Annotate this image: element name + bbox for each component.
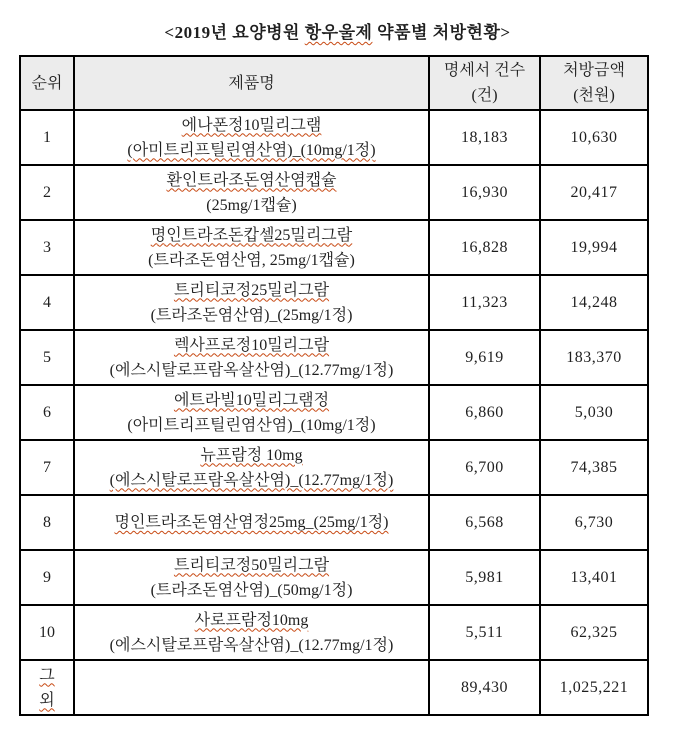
product-name-line: (25mg/1캡슐) (206, 196, 297, 214)
count-cell: 16,828 (429, 220, 540, 275)
product-name-cell (74, 330, 429, 385)
table-row (20, 110, 648, 165)
table-row (20, 385, 648, 440)
product-name-cell (74, 275, 429, 330)
product-name-cell (74, 550, 429, 605)
table-row (20, 605, 648, 660)
table-header (20, 56, 648, 110)
table-row (20, 440, 648, 495)
product-name-line: (트라조돈염산염)_(50mg/1정) (150, 581, 353, 599)
product-name-line: 명인트라조돈염산염정25mg_(25mg/1정) (114, 514, 389, 531)
product-name-line: (트라조돈염산염, 25mg/1캡슐) (148, 251, 355, 269)
rank-cell: 5 (20, 330, 74, 385)
count-cell: 89,430 (429, 660, 540, 715)
count-cell: 11,323 (429, 275, 540, 330)
table-row (20, 275, 648, 330)
header-prescription-amount-label: 처방금액 (563, 62, 625, 79)
header-statement-count-unit: (건) (471, 87, 498, 104)
product-name-line: 환인트라조돈염산염캡슐 (166, 171, 337, 189)
count-cell: 5,511 (429, 605, 540, 660)
header-prescription-amount-unit: (천원) (573, 87, 615, 104)
table-row (20, 220, 648, 275)
table-body (20, 110, 648, 715)
table-title: <2019년 요양병원 항우울제 약품별 처방현황> (164, 23, 511, 42)
product-name-line: (에스시탈로프람옥살산염)_(12.77mg/1정) (109, 471, 394, 489)
amount-cell: 5,030 (540, 385, 648, 440)
rank-cell: 7 (20, 440, 74, 495)
amount-cell: 1,025,221 (540, 660, 648, 715)
product-name-cell (74, 165, 429, 220)
product-name-line: 명인트라조돈캅셀25밀리그람 (150, 226, 353, 244)
rank-cell: 1 (20, 110, 74, 165)
rank-cell: 8 (20, 495, 74, 550)
table-row (20, 550, 648, 605)
count-cell: 6,700 (429, 440, 540, 495)
amount-cell: 20,417 (540, 165, 648, 220)
header-row (20, 56, 648, 110)
product-name-line: (아미트리프틸린염산염)_(10mg/1정) (127, 416, 376, 434)
rank-cell: 6 (20, 385, 74, 440)
prescription-table (19, 55, 649, 716)
rank-line: 그 (39, 666, 55, 684)
amount-cell: 74,385 (540, 440, 648, 495)
product-name-line: 에나폰정10밀리그램 (181, 116, 322, 134)
rank-cell: 2 (20, 165, 74, 220)
product-name-line: (트라조돈염산염)_(25mg/1정) (150, 306, 353, 324)
product-name-cell (74, 605, 429, 660)
product-name-cell (74, 110, 429, 165)
header-statement-count (429, 56, 540, 110)
rank-cell: 3 (20, 220, 74, 275)
product-name-cell (74, 495, 429, 550)
table-row (20, 330, 648, 385)
amount-cell: 6,730 (540, 495, 648, 550)
amount-cell: 62,325 (540, 605, 648, 660)
product-name-line: (에스시탈로프람옥살산염)_(12.77mg/1정) (109, 636, 394, 654)
product-name-cell (74, 385, 429, 440)
product-name-line: 사로프람정10mg (194, 611, 309, 629)
rank-cell: 4 (20, 275, 74, 330)
product-name-cell (74, 220, 429, 275)
product-name-line: 트리티코정25밀리그람 (173, 281, 330, 299)
amount-cell: 183,370 (540, 330, 648, 385)
product-name-line: (에스시탈로프람옥살산염)_(12.77mg/1정) (109, 361, 394, 379)
amount-cell: 10,630 (540, 110, 648, 165)
count-cell: 6,860 (429, 385, 540, 440)
header-product-name (74, 56, 429, 110)
rank-cell: 10 (20, 605, 74, 660)
product-name-line: 렉사프로정10밀리그람 (173, 336, 330, 354)
table-row (20, 495, 648, 550)
rank-cell (20, 660, 74, 715)
misspelled-word: 항우울제 (304, 23, 373, 42)
product-name-line: 에트라빌10밀리그램정 (173, 391, 330, 409)
header-rank (20, 56, 74, 110)
table-row (20, 165, 648, 220)
header-prescription-amount (540, 56, 648, 110)
amount-cell: 13,401 (540, 550, 648, 605)
header-product-name-label: 제품명 (228, 74, 275, 92)
table-row (20, 660, 648, 715)
product-name-line: (아미트리프틸린염산염)_(10mg/1정) (127, 141, 376, 159)
amount-cell: 14,248 (540, 275, 648, 330)
product-name-line: 뉴프람정 10mg (200, 446, 303, 464)
header-statement-count-label: 명세서 건수 (443, 62, 526, 79)
product-name-line: 트리티코정50밀리그람 (173, 556, 330, 574)
rank-cell: 9 (20, 550, 74, 605)
count-cell: 6,568 (429, 495, 540, 550)
count-cell: 18,183 (429, 110, 540, 165)
product-name-cell (74, 440, 429, 495)
product-name-cell (74, 660, 429, 715)
header-rank-label: 순위 (31, 74, 63, 92)
rank-line: 외 (39, 691, 55, 709)
count-cell: 5,981 (429, 550, 540, 605)
count-cell: 16,930 (429, 165, 540, 220)
amount-cell: 19,994 (540, 220, 648, 275)
count-cell: 9,619 (429, 330, 540, 385)
